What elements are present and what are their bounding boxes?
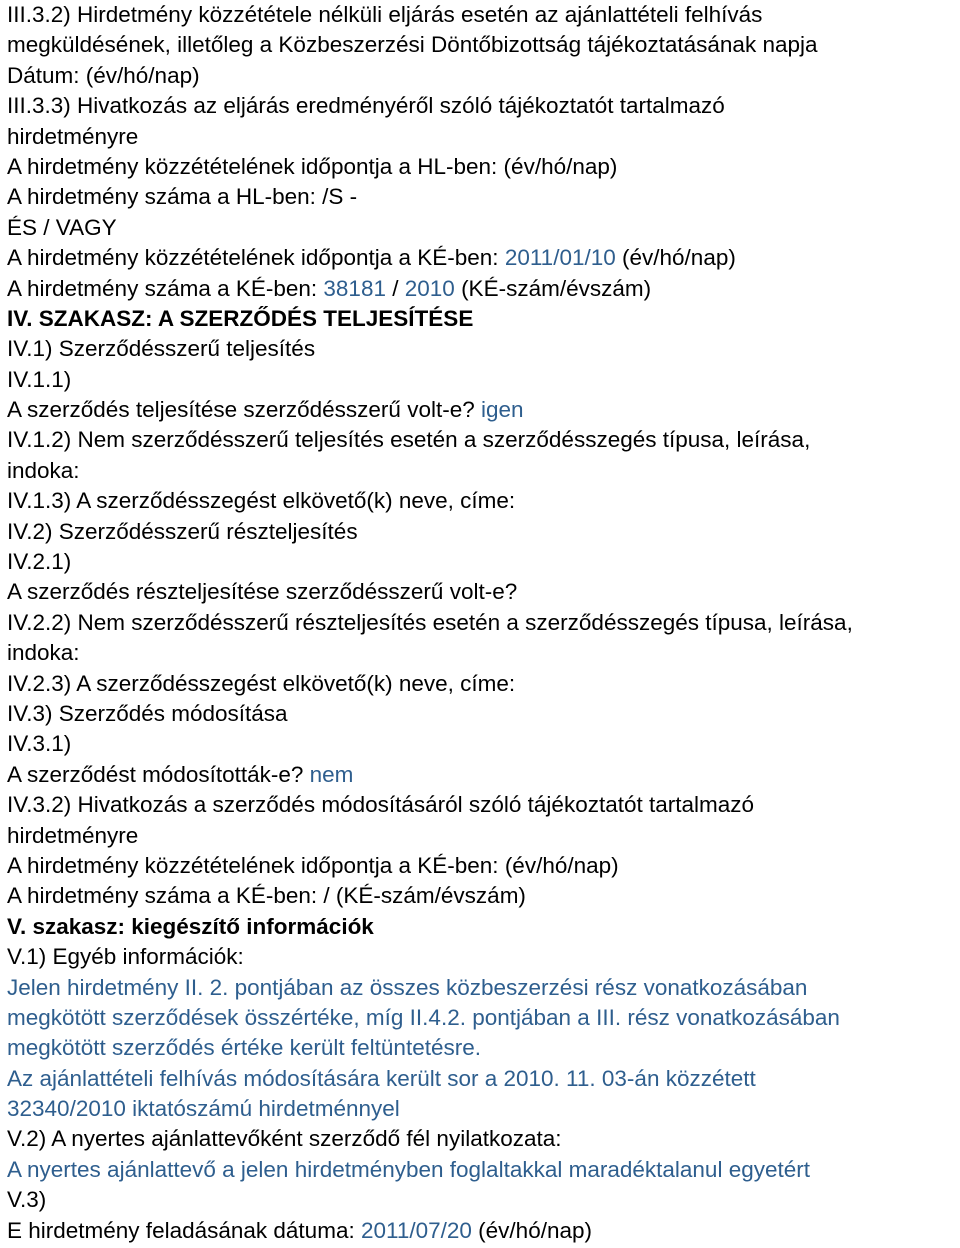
section-IV-2-1: IV.2.1) (7, 549, 72, 575)
contract-performance-label: A szerződés teljesítése szerződésszerű volt-e? (7, 397, 481, 423)
section-IV-3: IV.3) Szerződés módosítása (7, 700, 288, 726)
ke-publication-date (7, 243, 960, 273)
modification-notice-number: A hirdetmény száma a KÉ-ben: / (KÉ-szám/évszám) (7, 883, 526, 909)
contract-performance-answer: igen (480, 397, 524, 423)
ke-publication-date-format: (év/hó/nap) (615, 245, 736, 271)
hl-notice-number: A hirdetmény száma a HL-ben: /S - (7, 184, 358, 210)
section-V-1: V.1) Egyéb információk: (7, 944, 244, 970)
notice-dispatch-date-label: E hirdetmény feladásának dátuma: (7, 1217, 361, 1243)
ke-notice-number-value: 38181 (323, 275, 386, 301)
section-V-2: V.2) A nyertes ajánlattevőként szerződő fél nyilatkozata: (7, 1126, 562, 1152)
section-heading-III-3-2-cont: megküldésének, illetőleg a Közbeszerzési Döntőbizottság tájékoztatásának napja (7, 32, 818, 58)
section-IV-3-2-cont: hirdetményre (7, 822, 139, 848)
date-field: Dátum: (év/hó/nap) (7, 62, 200, 88)
section-IV-3-1: IV.3.1) (7, 731, 72, 757)
ke-publication-date-label: A hirdetmény közzétételének időpontja a KÉ-ben: (7, 245, 505, 271)
section-IV-title: IV. SZAKASZ: A SZERZŐDÉS TELJESÍTÉSE (7, 305, 474, 331)
section-heading-III-3-3: III.3.3) Hivatkozás az eljárás eredményéről szóló tájékoztatót tartalmazó (7, 93, 725, 119)
and-or-text: ÉS / VAGY (7, 214, 117, 240)
section-heading-III-3-2: III.3.2) Hirdetmény közzététele nélküli eljárás esetén az ajánlattételi felhívás (7, 2, 763, 27)
section-IV-1: IV.1) Szerződésszerű teljesítés (7, 336, 316, 362)
modification-publication-date: A hirdetmény közzétételének időpontja a KÉ-ben: (év/hó/nap) (7, 852, 619, 878)
section-IV-2-2-cont: indoka: (7, 640, 80, 666)
ke-notice-number-label: A hirdetmény száma a KÉ-ben: (7, 275, 324, 301)
contract-modified-question (7, 760, 960, 790)
other-info-line-5: 32340/2010 iktatószámú hirdetménnyel (7, 1096, 400, 1122)
section-IV-3-2: IV.3.2) Hivatkozás a szerződés módosításáról szóló tájékoztatót tartalmazó (7, 792, 755, 818)
section-IV-1-1: IV.1.1) (7, 366, 72, 392)
section-IV-1-2-cont: indoka: (7, 457, 80, 483)
ke-publication-date-value: 2011/01/10 (504, 245, 616, 271)
ke-notice-number (7, 274, 960, 304)
section-V-title: V. szakasz: kiegészítő információk (7, 913, 374, 939)
winner-statement: A nyertes ajánlattevő a jelen hirdetményben foglaltakkal maradéktalanul egyetért (7, 1156, 810, 1182)
other-info-line-4: Az ajánlattételi felhívás módosítására került sor a 2010. 11. 03-án közzétett (7, 1065, 756, 1091)
section-IV-1-2: IV.1.2) Nem szerződésszerű teljesítés esetén a szerződésszegés típusa, leírása, (7, 427, 811, 453)
other-info-line-3: megkötött szerződés értéke került feltüntetésre. (7, 1035, 481, 1061)
notice-dispatch-date (7, 1216, 960, 1246)
section-V-3: V.3) (7, 1187, 47, 1213)
section-IV-2-3: IV.2.3) A szerződésszegést elkövető(k) neve, címe: (7, 670, 516, 696)
partial-performance-question: A szerződés részteljesítése szerződésszerű volt-e? (7, 579, 518, 605)
other-info-line-2: megkötött szerződések összértéke, míg II.4.2. pontjában a III. rész vonatkozásában (7, 1004, 840, 1030)
contract-modified-answer: nem (309, 761, 354, 787)
section-IV-2-2: IV.2.2) Nem szerződésszerű részteljesítés esetén a szerződésszegés típusa, leírása, (7, 609, 853, 635)
hl-publication-date: A hirdetmény közzétételének időpontja a HL-ben: (év/hó/nap) (7, 153, 618, 179)
other-info-line-1: Jelen hirdetmény II. 2. pontjában az összes közbeszerzési rész vonatkozásában (7, 974, 808, 1000)
notice-dispatch-date-format: (év/hó/nap) (471, 1217, 592, 1243)
section-IV-2: IV.2) Szerződésszerű részteljesítés (7, 518, 358, 544)
section-heading-III-3-3-cont: hirdetményre (7, 123, 139, 149)
ke-notice-number-separator: / (385, 275, 405, 301)
contract-modified-label: A szerződést módosították-e? (7, 761, 310, 787)
ke-notice-number-format: (KÉ-szám/évszám) (454, 275, 652, 301)
ke-notice-year-value: 2010 (404, 275, 455, 301)
notice-dispatch-date-value: 2011/07/20 (360, 1217, 472, 1243)
contract-performance-question (7, 395, 960, 425)
section-IV-1-3: IV.1.3) A szerződésszegést elkövető(k) neve, címe: (7, 488, 516, 514)
document-body (7, 0, 960, 1246)
